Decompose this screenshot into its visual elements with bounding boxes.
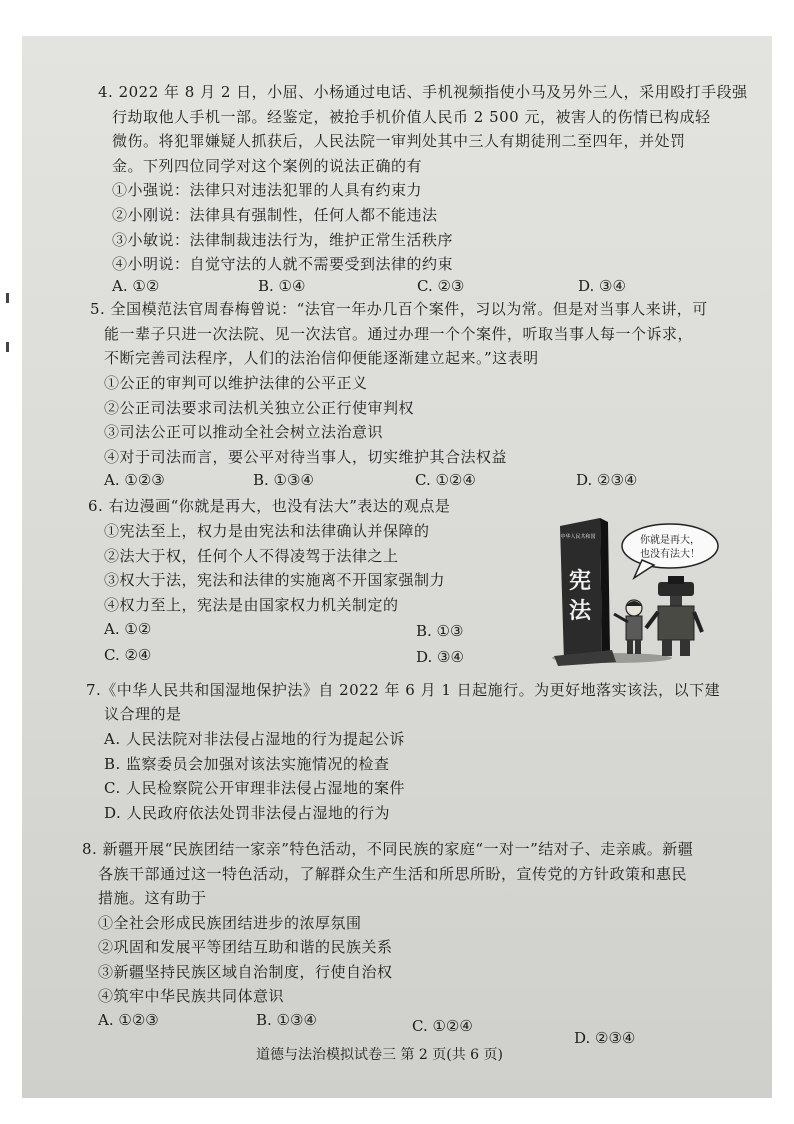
q6-statement: ②法大于权，任何个人不得凌驾于法律之上 <box>104 547 399 565</box>
q5-stem-line: 不断完善司法程序，人们的法治信仰便能逐渐建立起来。”这表明 <box>104 349 539 367</box>
bubble-text: 你就是再大， <box>640 535 700 546</box>
q4-statement: ②小刚说：法律具有强制性，任何人都不能违法 <box>112 206 438 224</box>
q5-stem-line: 5. 全国模范法官周春梅曾说：“法官一年办几百个案件，习以为常。但是对当事人来讲，可 <box>90 300 708 318</box>
q6-option-d: D. ③④ <box>416 648 464 666</box>
q8-option-d: D. ②③④ <box>574 1029 636 1047</box>
stone-header: 中华人民共和国 <box>560 534 596 540</box>
q7-option-c: C. 人民检察院公开审理非法侵占湿地的案件 <box>104 779 405 797</box>
q5-option-b: B. ①③④ <box>253 471 314 489</box>
q4-option-a: A. ①② <box>112 277 160 295</box>
q6-statement: ①宪法至上，权力是由宪法和法律确认并保障的 <box>104 522 430 540</box>
q4-stem-line: 微伤。将犯罪嫌疑人抓获后，人民法院一审判处其中三人有期徒刑二至四年，并处罚 <box>112 132 686 150</box>
q8-option-b: B. ①③④ <box>256 1011 317 1029</box>
stone-char: 法 <box>568 599 592 624</box>
q4-option-d: D. ③④ <box>578 277 626 295</box>
bubble-text: 也没有法大！ <box>640 549 700 560</box>
q7-stem-line: 议合理的是 <box>104 705 182 723</box>
q5-option-a: A. ①②③ <box>104 471 165 489</box>
q4-stem-line: 4. 2022 年 8 月 2 日，小屈、小杨通过电话、手机视频指使小马及另外三人，采用殴打手段强 <box>98 83 748 101</box>
q8-option-a: A. ①②③ <box>98 1011 159 1029</box>
q6-statement: ④权力至上，宪法是由国家权力机关制定的 <box>104 596 399 614</box>
q5-stem-line: 能一辈子只进一次法院、见一次法官。通过办理一个个案件，听取当事人每一个诉求， <box>104 325 694 343</box>
constitution-cartoon <box>542 516 726 666</box>
q4-statement: ③小敏说：法律制裁违法行为，维护正常生活秩序 <box>112 231 454 249</box>
q6-option-b: B. ①③ <box>416 622 464 640</box>
q8-option-c: C. ①②④ <box>412 1017 473 1035</box>
q7-stem-line: 7.《中华人民共和国湿地保护法》自 2022 年 6 月 1 日起施行。为更好地落实该法，以下建 <box>86 681 721 699</box>
q8-stem-line: 8. 新疆开展“民族团结一家亲”特色活动，不同民族的家庭“一对一”结对子、走亲戚。新疆 <box>82 840 694 858</box>
q8-statement: ①全社会形成民族团结进步的浓厚氛围 <box>98 914 362 932</box>
q8-stem-line: 措施。这有助于 <box>98 889 207 907</box>
stone-char: 宪 <box>568 569 592 594</box>
q6-stem-line: 6. 右边漫画“你就是再大，也没有法大”表达的观点是 <box>88 497 451 515</box>
q5-statement: ③司法公正可以推动全社会树立法治意识 <box>104 423 384 441</box>
q8-statement: ④筑牢中华民族共同体意识 <box>98 987 285 1005</box>
q4-stem-line: 金。下列四位同学对这个案例的说法正确的有 <box>112 157 423 175</box>
q7-option-d: D. 人民政府依法处罚非法侵占湿地的行为 <box>104 804 391 822</box>
q4-statement: ①小强说：法律只对违法犯罪的人具有约束力 <box>112 181 423 199</box>
speech-bubble <box>622 524 718 578</box>
q5-statement: ②公正司法要求司法机关独立公正行使审判权 <box>104 399 415 417</box>
q8-stem-line: 各族干部通过这一特色活动，了解群众生产生活和所思所盼，宣传党的方针政策和惠民 <box>98 865 688 883</box>
page-footer: 道德与法治模拟试卷三 第 2 页(共 6 页) <box>256 1047 503 1063</box>
margin-mark <box>6 293 9 303</box>
constitution-stone <box>554 518 616 666</box>
q4-option-c: C. ②③ <box>417 277 465 295</box>
q6-statement: ③权大于法，宪法和法律的实施离不开国家强制力 <box>104 571 446 589</box>
q4-option-b: B. ①④ <box>258 277 306 295</box>
q7-option-a: A. 人民法院对非法侵占湿地的行为提起公诉 <box>104 730 405 748</box>
q8-statement: ②巩固和发展平等团结互助和谐的民族关系 <box>98 938 393 956</box>
q4-stem-line: 行劫取他人手机一部。经鉴定，被抢手机价值人民币 2 500 元，被害人的伤情已构成轻 <box>112 108 711 126</box>
q5-statement: ④对于司法而言，要公平对待当事人，切实维护其合法权益 <box>104 448 508 466</box>
q4-statement: ④小明说：自觉守法的人就不需要受到法律的约束 <box>112 255 454 273</box>
q6-option-a: A. ①② <box>104 620 152 638</box>
q6-option-c: C. ②④ <box>104 646 152 664</box>
q5-statement: ①公正的审判可以维护法律的公平正义 <box>104 374 368 392</box>
q7-option-b: B. 监察委员会加强对该法实施情况的检查 <box>104 755 390 773</box>
q5-option-d: D. ②③④ <box>576 471 638 489</box>
pointing-man-figure <box>614 600 642 654</box>
powerful-figure <box>646 576 702 656</box>
margin-mark <box>6 342 9 352</box>
q8-statement: ③新疆坚持民族区域自治制度，行使自治权 <box>98 963 393 981</box>
q5-option-c: C. ①②④ <box>415 471 476 489</box>
